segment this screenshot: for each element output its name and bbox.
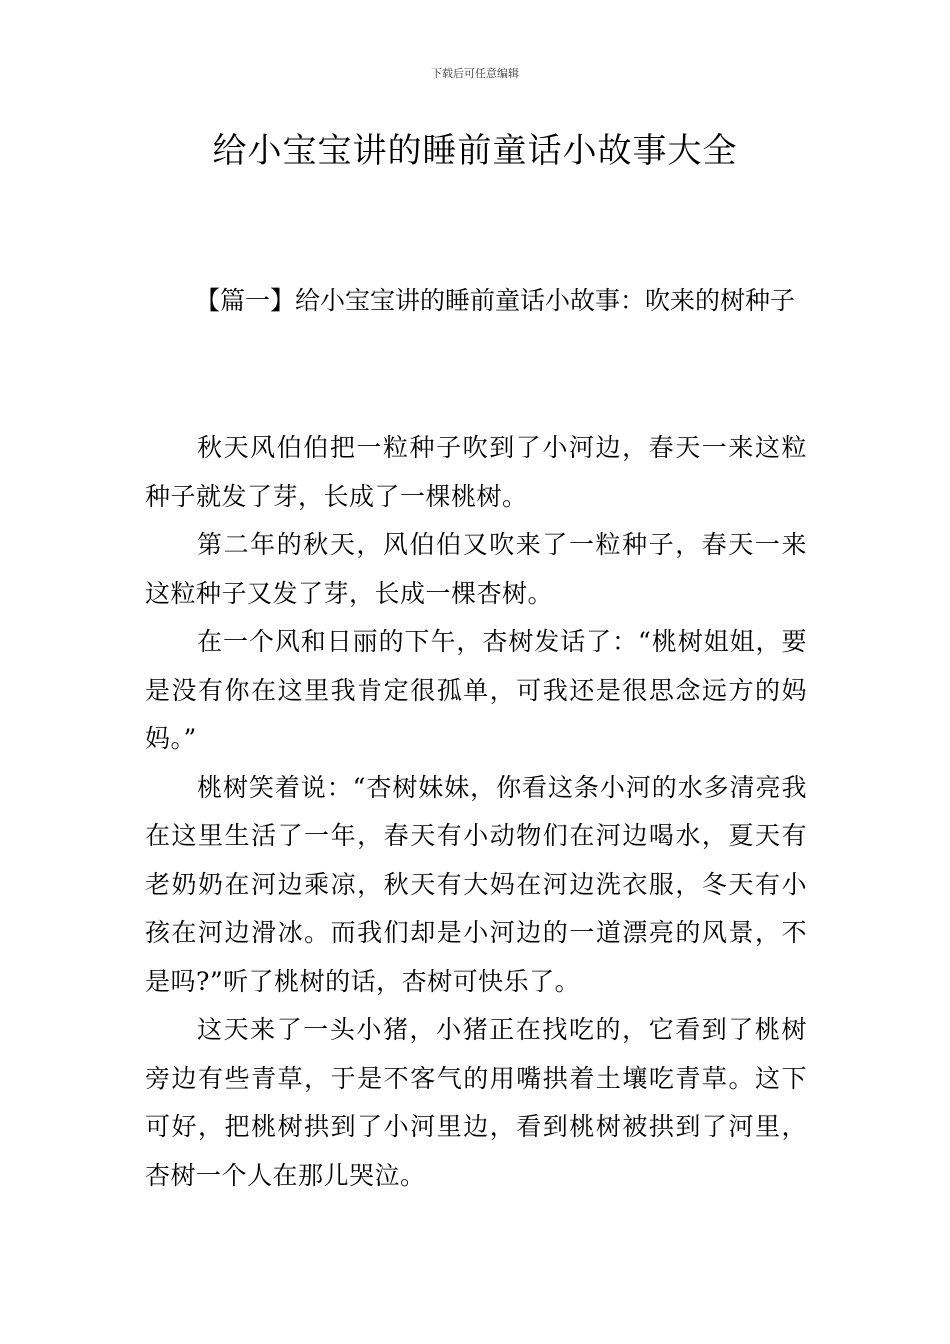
story-paragraph: 在一个风和日丽的下午，杏树发话了：“桃树姐姐，要是没有你在这里我肯定很孤单，可我还是很思念远方的妈妈。” [145, 627, 807, 753]
story-paragraph: 秋天风伯伯把一粒种子吹到了小河边，春天一来这粒种子就发了芽，长成了一棵桃树。 [145, 433, 807, 511]
header-note: 下载后可任意编辑 [431, 67, 519, 80]
story-body [145, 424, 807, 1200]
story-paragraph: 第二年的秋天，风伯伯又吹来了一粒种子，春天一来这粒种子又发了芽，长成一棵杏树。 [145, 530, 807, 608]
story-paragraph: 这天来了一头小猪，小猪正在找吃的，它看到了桃树旁边有些青草，于是不客气的用嘴拱着土壤吃青草。这下可好，把桃树拱到了小河里边，看到桃树被拱到了河里，杏树一个人在那儿哭泣。 [145, 1015, 807, 1190]
document-title: 给小宝宝讲的睡前童话小故事大全 [212, 131, 738, 171]
story-paragraph: 桃树笑着说：“杏树妹妹，你看这条小河的水多清亮我在这里生活了一年，春天有小动物们在河边喝水，夏天有老奶奶在河边乘凉，秋天有大妈在河边洗衣服，冬天有小孩在河边滑冰。而我们却是小河边的一道漂亮的风景，不是吗?”听了桃树的话，杏树可快乐了。 [145, 772, 807, 996]
section-heading: 【篇一】给小宝宝讲的睡前童话小故事：吹来的树种子 [195, 286, 796, 315]
